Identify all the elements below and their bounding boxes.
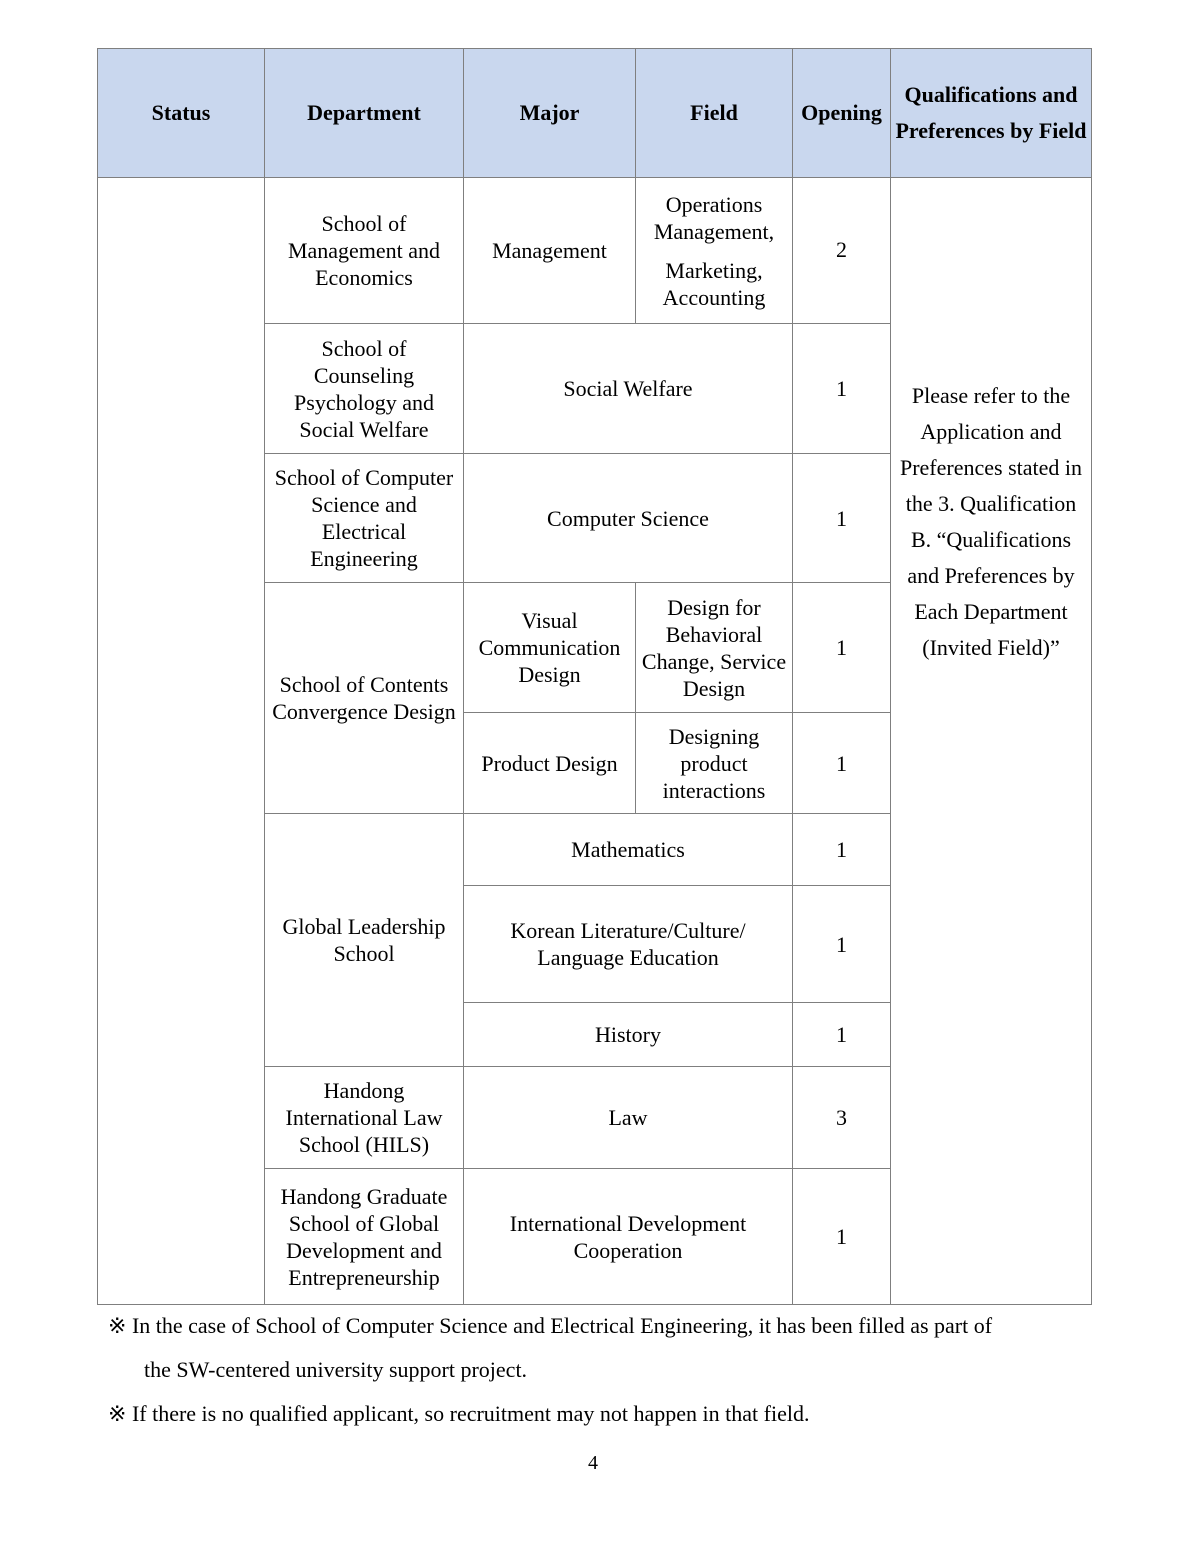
reference-mark: ※ bbox=[108, 1313, 127, 1338]
header-status: Status bbox=[98, 49, 265, 178]
department-cell: Handong International Law School (HILS) bbox=[265, 1067, 464, 1169]
opening-cell: 1 bbox=[793, 814, 891, 886]
opening-cell: 1 bbox=[793, 886, 891, 1003]
major-field-cell: Mathematics bbox=[464, 814, 793, 886]
footnote-text: In the case of School of Computer Science and Electrical Engineering, it has been filled as part of bbox=[131, 1313, 993, 1338]
field-cell: Designing product interactions bbox=[636, 713, 793, 814]
major-field-cell: Korean Literature/Culture/ Language Education bbox=[464, 886, 793, 1003]
reference-mark: ※ bbox=[108, 1401, 127, 1426]
qualifications-text: Please refer to the Application and Preferences stated in the 3. Qualification B. “Qualifications and Preferences by Each Department (Invited Field)” bbox=[899, 383, 1083, 660]
table-header-row bbox=[98, 49, 1092, 178]
major-cell: Management bbox=[464, 178, 636, 324]
opening-cell: 1 bbox=[793, 454, 891, 583]
field-cell: Design for Behavioral Change, Service Design bbox=[636, 583, 793, 713]
opening-cell: 3 bbox=[793, 1067, 891, 1169]
major-field-cell: Social Welfare bbox=[464, 324, 793, 454]
major-field-cell: Law bbox=[464, 1067, 793, 1169]
department-cell: School of Management and Economics bbox=[265, 178, 464, 324]
opening-cell: 2 bbox=[793, 178, 891, 324]
major-cell: Visual Communication Design bbox=[464, 583, 636, 713]
opening-cell: 1 bbox=[793, 1169, 891, 1305]
field-cell bbox=[636, 178, 793, 324]
footnote bbox=[108, 1304, 1098, 1348]
major-field-cell: History bbox=[464, 1003, 793, 1067]
opening-cell: 1 bbox=[793, 324, 891, 454]
department-cell: Handong Graduate School of Global Development and Entrepreneurship bbox=[265, 1169, 464, 1305]
department-cell: School of Contents Convergence Design bbox=[265, 583, 464, 814]
opening-cell: 1 bbox=[793, 583, 891, 713]
recruitment-table bbox=[97, 48, 1092, 1305]
major-field-cell: Computer Science bbox=[464, 454, 793, 583]
department-cell: Global Leadership School bbox=[265, 814, 464, 1067]
footnote bbox=[108, 1392, 1098, 1436]
header-department: Department bbox=[265, 49, 464, 178]
header-opening: Opening bbox=[793, 49, 891, 178]
header-major: Major bbox=[464, 49, 636, 178]
footnote-continuation: the SW-centered university support project. bbox=[144, 1357, 528, 1382]
page-number: 4 bbox=[588, 1452, 598, 1474]
qualifications-cell bbox=[891, 178, 1092, 1305]
table-row bbox=[98, 178, 1092, 324]
opening-cell: 1 bbox=[793, 1003, 891, 1067]
major-field-cell: International Development Cooperation bbox=[464, 1169, 793, 1305]
footnote-text: If there is no qualified applicant, so recruitment may not happen in that field. bbox=[131, 1401, 810, 1426]
header-field: Field bbox=[636, 49, 793, 178]
field-line: Operations Management, bbox=[653, 191, 775, 244]
department-cell: School of Counseling Psychology and Social Welfare bbox=[265, 324, 464, 454]
header-qualifications: Qualifications and Preferences by Field bbox=[891, 49, 1092, 178]
major-cell: Product Design bbox=[464, 713, 636, 814]
status-cell bbox=[98, 178, 265, 1305]
department-cell: School of Computer Science and Electrical Engineering bbox=[265, 454, 464, 583]
footnotes bbox=[108, 1304, 1098, 1436]
opening-cell: 1 bbox=[793, 713, 891, 814]
field-line: Marketing, Accounting bbox=[662, 257, 766, 310]
